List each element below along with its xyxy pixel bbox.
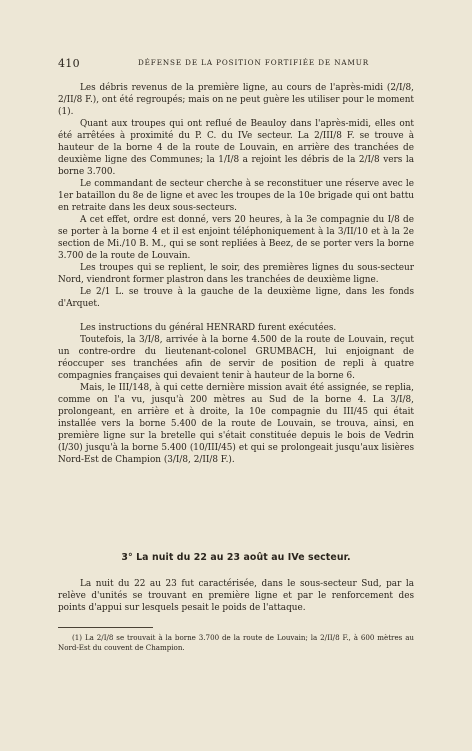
paragraph: Quant aux troupes qui ont reflué de Beauloy dans l'après-midi, elles ont été arrêtées à proximité du P. C. du IVe secteur. La 2/III/8 F. se trouve à hauteur de la borne 4 de la route de Louvain, en arrière des tranchées de deuxième ligne des Communes; la 1/I/8 a rejoint les débris de la 2/I/8 vers la borne 3.700. bbox=[58, 119, 414, 177]
page-header bbox=[58, 57, 414, 71]
section-body-text bbox=[58, 578, 414, 614]
paragraph: Toutefois, la 3/I/8, arrivée à la borne 4.500 de la route de Louvain, reçut un contre-ordre du lieutenant-colonel GRUMBACH, lui enjoignant de réoccuper ses tranchées afin de servir de position de repli à quatre compagnies françaises qui devaient tenir à hauteur de la borne 6. bbox=[58, 335, 414, 381]
section-title: 3° La nuit du 22 au 23 août au IVe secteur. bbox=[121, 552, 351, 563]
footnote-text: (1) La 2/I/8 se trouvait à la borne 3.700 de la route de Louvain; la 2/II/8 F., à 600 mètres au Nord-Est du couvent de Champion. bbox=[58, 633, 414, 652]
paragraph: Les troupes qui se replient, le soir, des premières lignes du sous-secteur Nord, viendront former plastron dans les tranchées de deuxième ligne. bbox=[58, 263, 414, 285]
footnote bbox=[58, 633, 414, 653]
paragraph: La nuit du 22 au 23 fut caractérisée, dans le sous-secteur Sud, par la relève d'unités se trouvant en première ligne et par le renforcement des points d'appui sur lesquels pesait le poids de l'attaque. bbox=[58, 579, 414, 613]
paragraph: Le commandant de secteur cherche à se reconstituer une réserve avec le 1er bataillon du 8e de ligne et avec les troupes de la 10e brigade qui ont battu en retraite dans les deux sous-secteurs. bbox=[58, 179, 414, 213]
paragraph: Les débris revenus de la première ligne, au cours de l'après-midi (2/I/8, 2/II/8 F.), ont été regroupés; mais on ne peut guère les utiliser pour le moment (1). bbox=[58, 83, 414, 117]
paragraph: Les instructions du général HENRARD furent exécutées. bbox=[80, 323, 337, 333]
paragraph: Mais, le III/148, à qui cette dernière mission avait été assignée, se replia, comme on l'a vu, jusqu'à 200 mètres au Sud de la borne 4. La 3/I/8, prolongeant, en arrière et à droite, la 10e compagnie du III/45 qui était installée vers la borne 5.400 de la route de Louvain, se trouva, ainsi, en première ligne sur la bretelle qui s'était constituée depuis le bois de Vedrin (I/30) jusqu'à la borne 5.400 (10/III/45) et qui se prolongeait jusqu'aux lisières Nord-Est de Champion (3/I/8, 2/II/8 F.). bbox=[58, 383, 414, 465]
page-number: 410 bbox=[58, 57, 80, 70]
body-text bbox=[58, 82, 414, 466]
paragraph: A cet effet, ordre est donné, vers 20 heures, à la 3e compagnie du I/8 de se porter à la borne 4 et il est enjoint téléphoniquement à la 3/II/10 et à la 2e section de Mi./10 B. M., qui se sont repliées à Beez, de se porter vers la borne 3.700 de la route de Louvain. bbox=[58, 215, 414, 261]
footnote-divider bbox=[58, 627, 153, 628]
paragraph: Le 2/1 L. se trouve à la gauche de la deuxième ligne, dans les fonds d'Arquet. bbox=[58, 287, 414, 309]
paragraph-gap bbox=[58, 310, 414, 322]
running-head: DÉFENSE DE LA POSITION FORTIFIÉE DE NAMUR bbox=[138, 58, 370, 67]
